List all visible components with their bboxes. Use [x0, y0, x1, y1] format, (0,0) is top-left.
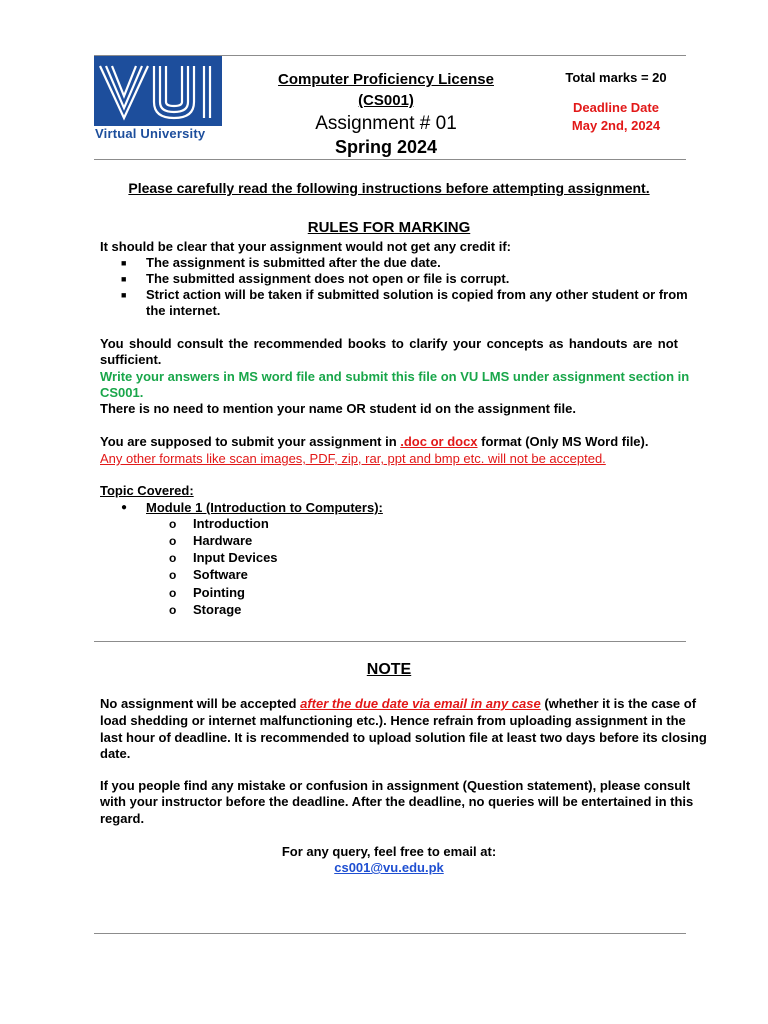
- topic-item: Input Devices: [193, 550, 278, 565]
- note-text: No assignment will be accepted: [100, 696, 301, 711]
- bottom-rule: [94, 933, 686, 934]
- vu-letters-icon: [94, 60, 222, 124]
- logo-text: Virtual University: [95, 126, 206, 141]
- topic-item: Introduction: [193, 516, 269, 531]
- rules-intro: It should be clear that your assignment would not get any credit if:: [100, 239, 511, 254]
- other-formats-warning: Any other formats like scan images, PDF, zip, rar, ppt and bmp etc. will not be accepted.: [100, 451, 606, 466]
- vu-logo: [94, 56, 222, 144]
- note-paragraph-2-line-1: If you people find any mistake or confusion in assignment (Question statement), please consult: [100, 778, 691, 793]
- note-top-rule: [94, 641, 686, 642]
- note-paragraph-2-line-3: regard.: [100, 811, 145, 826]
- email-link[interactable]: cs001@vu.edu.pk: [334, 860, 444, 875]
- header-rule: [94, 159, 686, 160]
- note-paragraph-1-line-3: last hour of deadline. It is recommended to upload solution file at least two days before its closing: [100, 730, 707, 745]
- rules-heading: RULES FOR MARKING: [307, 219, 471, 236]
- note-paragraph-1-line-2: load shedding or internet malfunctioning etc.). Hence refrain from uploading assignment in the: [100, 713, 686, 728]
- circle-bullet-icon: o: [169, 517, 177, 531]
- consult-line-1: You should consult the recommended books to clarify your concepts as handouts are not: [100, 336, 678, 351]
- topic-item: Hardware: [193, 533, 253, 548]
- circle-bullet-icon: o: [169, 551, 177, 565]
- consult-line-2: sufficient.: [100, 352, 162, 367]
- rule-item: The submitted assignment does not open or file is corrupt.: [146, 271, 510, 286]
- circle-bullet-icon: o: [169, 534, 177, 548]
- format-text: You are supposed to submit your assignment in: [100, 434, 401, 449]
- note-paragraph-2-line-2: with your instructor before the deadline. After the deadline, no queries will be entertained in this: [100, 794, 694, 809]
- note-heading: NOTE: [366, 661, 412, 678]
- topic-item: Storage: [193, 602, 242, 617]
- assignment-number: Assignment # 01: [315, 113, 457, 134]
- round-bullet-icon: ●: [121, 502, 128, 513]
- query-text: For any query, feel free to email at:: [281, 844, 497, 859]
- module-title: Module 1 (Introduction to Computers):: [146, 500, 383, 515]
- topic-item: Software: [193, 567, 248, 582]
- note-paragraph-1-line-1: [100, 696, 697, 711]
- course-code: (CS001): [358, 92, 414, 109]
- circle-bullet-icon: o: [169, 603, 177, 617]
- total-marks: Total marks = 20: [565, 70, 667, 85]
- circle-bullet-icon: o: [169, 586, 177, 600]
- format-extension: .doc or docx: [400, 434, 478, 449]
- rule-item: The assignment is submitted after the due date.: [146, 255, 441, 270]
- rule-item: Strict action will be taken if submitted solution is copied from any other student or from: [146, 287, 688, 302]
- square-bullet-icon: ■: [121, 274, 127, 284]
- course-title: Computer Proficiency License: [278, 71, 494, 88]
- green-instruction-line-1: Write your answers in MS word file and submit this file on VU LMS under assignment section in: [100, 369, 690, 384]
- deadline-label: Deadline Date: [573, 100, 659, 115]
- format-text-post: format (Only MS Word file).: [477, 434, 649, 449]
- email-line: [100, 860, 678, 875]
- note-text: (whether it is the case of: [540, 696, 697, 711]
- topics-heading: Topic Covered:: [100, 483, 194, 498]
- rule-item-continued: the internet.: [146, 303, 221, 318]
- note-paragraph-1-line-4: date.: [100, 746, 131, 761]
- square-bullet-icon: ■: [121, 258, 127, 268]
- format-instruction: [100, 434, 678, 449]
- square-bullet-icon: ■: [121, 290, 127, 300]
- semester: Spring 2024: [334, 137, 438, 157]
- instructions-heading: Please carefully read the following instructions before attempting assignment.: [128, 180, 650, 196]
- note-emphasis: after the due date via email in any case: [300, 696, 541, 711]
- no-name-instruction: There is no need to mention your name OR student id on the assignment file.: [100, 401, 576, 416]
- deadline-date: May 2nd, 2024: [571, 118, 661, 133]
- green-instruction-line-2: CS001.: [100, 385, 144, 400]
- topic-item: Pointing: [193, 585, 245, 600]
- circle-bullet-icon: o: [169, 568, 177, 582]
